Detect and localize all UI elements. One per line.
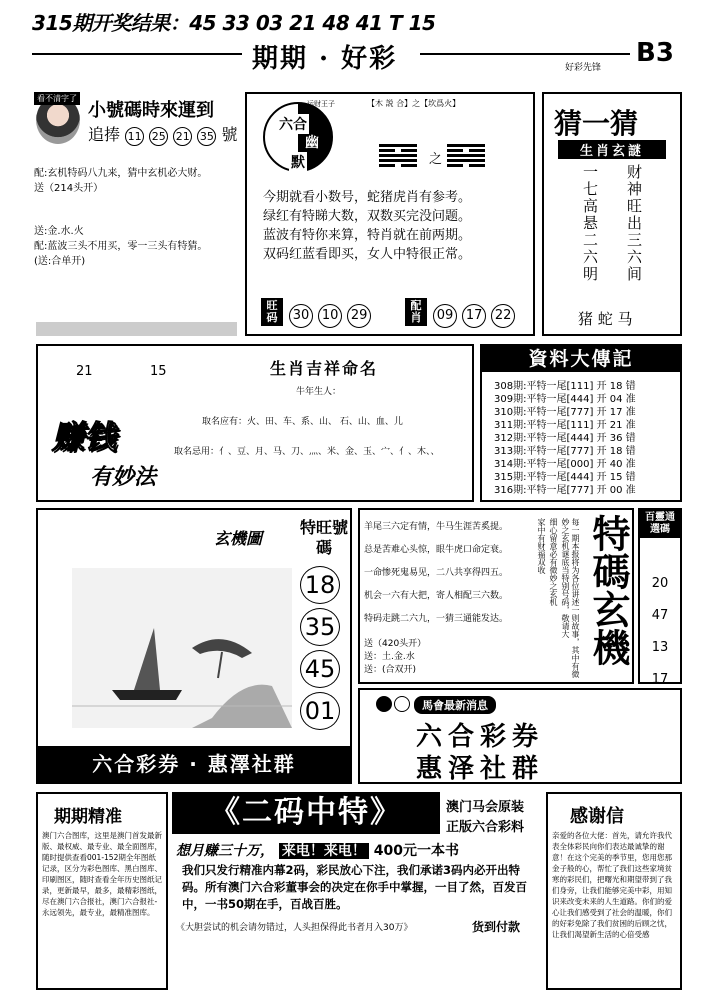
legend-row: 312期:平特一尾[444] 开 36 错 (494, 433, 636, 444)
poem-line: 今期就看小数号，蛇猪虎肖有参考。 (263, 190, 472, 205)
chase-number: 21 (173, 127, 192, 146)
formula: 【木 説 合】之【坎爲火】 (367, 99, 461, 108)
xuanji-banner: 六合彩券 · 惠澤社群 (38, 746, 350, 782)
tale-big-title: 特碼玄機 (586, 514, 630, 666)
riddle-col-2: 财神旺出三六间 (625, 164, 643, 283)
naming-num-1: 21 (76, 364, 93, 379)
left-top-section (34, 92, 239, 332)
wang-label: 旺码 (261, 298, 283, 326)
bailing-panel (638, 508, 682, 687)
tale-send-2: 送：土.金.水 (364, 652, 415, 662)
brand-method: 有妙法 (90, 465, 157, 490)
center-top-panel (245, 92, 535, 336)
tale-line: 羊尾三六定有情，牛马生涯苦奚提。 (364, 522, 509, 532)
legend-row: 316期:平特一尾[777] 开 00 准 (494, 485, 636, 496)
tale-vert-2: 细心留意必有微妙之玄机 (549, 518, 558, 606)
bailing-number: 13 (651, 640, 669, 655)
bailing-title: 百靈通選碼 (640, 510, 680, 538)
bailing-number: 47 (651, 608, 669, 623)
header-slogan: 好彩先锋 (565, 63, 602, 73)
tale-line: 总是苦难心头惊，眼牛虎口命定衰。 (364, 545, 509, 555)
chase-number: 25 (149, 127, 168, 146)
thanks-panel (546, 792, 682, 990)
chase-prefix: 追捧 (88, 125, 121, 144)
logo-char-2: 幽 (305, 135, 319, 151)
pei-number: 09 (433, 304, 457, 328)
naming-row-1: 取名应有：火、田、车、系、山、 石、山、血、儿 (202, 417, 403, 427)
bailing-numbers (640, 568, 680, 696)
avatar-badge: 看不清字了 (34, 92, 80, 105)
header-rule-right (420, 53, 630, 55)
legend-row: 309期:平特一尾[444] 开 04 准 (494, 394, 636, 405)
naming-row-2: 取名忌用：亻、豆、月、马、刀、灬、米、金、玉、宀、亻、木、、 (174, 447, 440, 457)
chase-number: 11 (125, 127, 144, 146)
logo-char-1: 六合 (277, 114, 309, 134)
masthead-title: 期期 · 好彩 (252, 44, 398, 74)
tale-send (364, 638, 426, 677)
pei-label: 配肖 (405, 298, 427, 326)
legend-row: 315期:平特一尾[444] 开 15 错 (494, 472, 636, 483)
ball-icon (394, 696, 410, 712)
left-line-4: 配:蓝波三头不用买，零一三头有特猜。 (34, 241, 208, 252)
pei-numbers (433, 304, 515, 328)
tale-line: 特码走跳二六九，一猜三通能发达。 (364, 614, 509, 624)
tale-line: 机会一六有大把，寄人相配三六数。 (364, 591, 509, 601)
guess-title: 猜一猜 (554, 107, 639, 140)
book-panel (172, 792, 542, 990)
book-offer-a: 想月赚三十万， (176, 843, 274, 859)
legend-rows (494, 380, 636, 497)
guess-panel (542, 92, 682, 336)
landscape-image (72, 568, 292, 728)
news-line-2: 惠泽社群 (416, 754, 545, 784)
tm-number: 01 (300, 692, 340, 730)
poem-line: 蓝波有特你来算，特肖就在前两期。 (263, 228, 472, 243)
thanks-title: 感谢信 (570, 806, 624, 827)
accurate-panel (36, 792, 168, 990)
chase-line (88, 122, 238, 146)
riddle-answer: 猪 蛇 马 (578, 310, 633, 328)
book-side-2: 正版六合彩料 (446, 820, 525, 835)
tale-send-1: 送（420头开） (364, 639, 427, 649)
left-top-title: 小號碼時來運到 (88, 100, 214, 121)
legend-row: 310期:平特一尾[777] 开 17 准 (494, 407, 636, 418)
tale-panel (358, 508, 634, 684)
naming-panel (36, 344, 474, 502)
hexagram-left-icon (379, 144, 417, 170)
news-panel (358, 688, 682, 784)
book-offer-b: 来电！来电！ (279, 843, 369, 859)
hexagram-right-icon (447, 144, 485, 170)
tm-number: 18 (300, 566, 340, 604)
hexagram-connector: 之 (429, 152, 443, 167)
wang-numbers (289, 304, 371, 328)
brand-earn: 赚钱 (52, 418, 117, 456)
logo-top: 运财王子 (307, 100, 335, 108)
tale-send-3: 送：(合双开) (364, 665, 417, 675)
tale-vert-3: 每一期本报将为各位讲述一则故事，其中有微妙之玄机谜底当特别号码，敬请大 (561, 518, 580, 678)
wang-number: 29 (347, 304, 371, 328)
left-gray-bar (36, 322, 237, 336)
legend-row: 308期:平特一尾[111] 开 18 错 (494, 381, 636, 392)
tm-number: 45 (300, 650, 340, 688)
xuanji-label: 玄機圖 (214, 529, 263, 548)
accurate-title: 期期精准 (54, 807, 122, 827)
guess-subtitle: 生肖玄謎 (558, 140, 666, 159)
header-rule-left (32, 53, 242, 55)
news-line-1: 六合彩券 (416, 722, 545, 752)
tm-numbers (300, 566, 348, 730)
xuanji-panel (36, 508, 352, 784)
book-foot-tag: 货到付款 (472, 920, 521, 934)
tale-lines (364, 516, 508, 631)
naming-heading: 生肖吉祥命名 (270, 359, 379, 378)
news-label: 馬會最新消息 (414, 696, 496, 714)
bailing-number: 20 (651, 576, 669, 591)
book-title: 《二码中特》 (172, 792, 440, 834)
ball-icon (376, 696, 392, 712)
wang-number: 30 (289, 304, 313, 328)
pei-number: 22 (491, 304, 515, 328)
bailing-number: 17 (651, 672, 669, 687)
legend-title: 資料大傳記 (482, 346, 680, 372)
pei-number: 17 (462, 304, 486, 328)
legend-row: 313期:平特一尾[777] 开 18 错 (494, 446, 636, 457)
legend-row: 314期:平特一尾[000] 开 40 准 (494, 459, 636, 470)
tm-title: 特旺號碼 (300, 518, 349, 557)
data-legend-panel (480, 344, 682, 502)
naming-num-2: 15 (150, 364, 167, 379)
chase-number: 35 (197, 127, 216, 146)
tale-line: 一命惨死鬼易见，二八共享得四五。 (364, 568, 509, 578)
left-line-1: 配:玄机特码八九来，猜中玄机必大财。 (34, 168, 208, 179)
book-offer (176, 840, 459, 860)
left-line-5: (送:合单开) (34, 256, 86, 267)
poem-line: 双码红蓝看即买，女人中特很正常。 (263, 247, 472, 262)
logo-char-3: 默 (289, 152, 307, 172)
riddle-col-1: 一七高悬二六明 (581, 164, 599, 283)
book-foot: 《大胆尝试的机会请勿错过，人头担保得此书者月入30万》 (176, 923, 413, 933)
tale-vert-1: 家中有财福双收 (537, 518, 546, 574)
book-side-1: 澳门马会原装 (446, 800, 525, 815)
page-code: B3 (636, 38, 674, 68)
book-offer-c: 400元一本书 (373, 843, 459, 859)
poem (263, 188, 471, 264)
legend-row: 311期:平特一尾[111] 开 21 准 (494, 420, 636, 431)
accurate-text: 澳门六合图库，这里是澳门首发最新版、最权威、最专业、最全面图库，随时提供查看001-152期全年图纸记录，区分为彩色图库、黑白图库、印刷图区，随时查看全年历史图纸记录，更新最早，最多，最精彩图纸，尽在澳门六合报社，澳门六合报社-永远领先，最专业，最精准图库。 (42, 831, 162, 917)
left-line-3: 送:金.水.火 (34, 226, 84, 237)
left-line-2: 送（214头开） (34, 183, 104, 194)
thanks-text: 亲爱的各位大佬：首先，请允许我代表全体彩民向你们表达最诚挚的谢意！在这个完美的季节里，您用您那金子般的心，帮忙了我们这些家境贫寒的彩民们，把曙光和期望带到了我们身旁，让我们能够完美中彩，用知识来改变未来的人生道路。你们的爱心让我们感受到了社会的温暖，你们的好彩免除了我们贫困的后顾之忧，让我们渴望新生活的心倍受感 (552, 831, 672, 939)
result-header: 315期开奖结果：45 33 03 21 48 41 T 15 (32, 11, 436, 35)
wang-number: 10 (318, 304, 342, 328)
poem-line: 绿红有特睇大数，双数买完没问题。 (263, 209, 472, 224)
tm-number: 35 (300, 608, 340, 646)
book-body: 我们只发行精准内幕2码，彩民放心下注，我们承诺3码内必开出特码。所有澳门六合彩董事会的决定在你手中掌握，一目了然，百发百中，一书50期在手，百战百胜。 (182, 863, 527, 911)
naming-sub: 牛年生人： (296, 387, 342, 397)
chase-suffix: 號 (221, 125, 238, 144)
